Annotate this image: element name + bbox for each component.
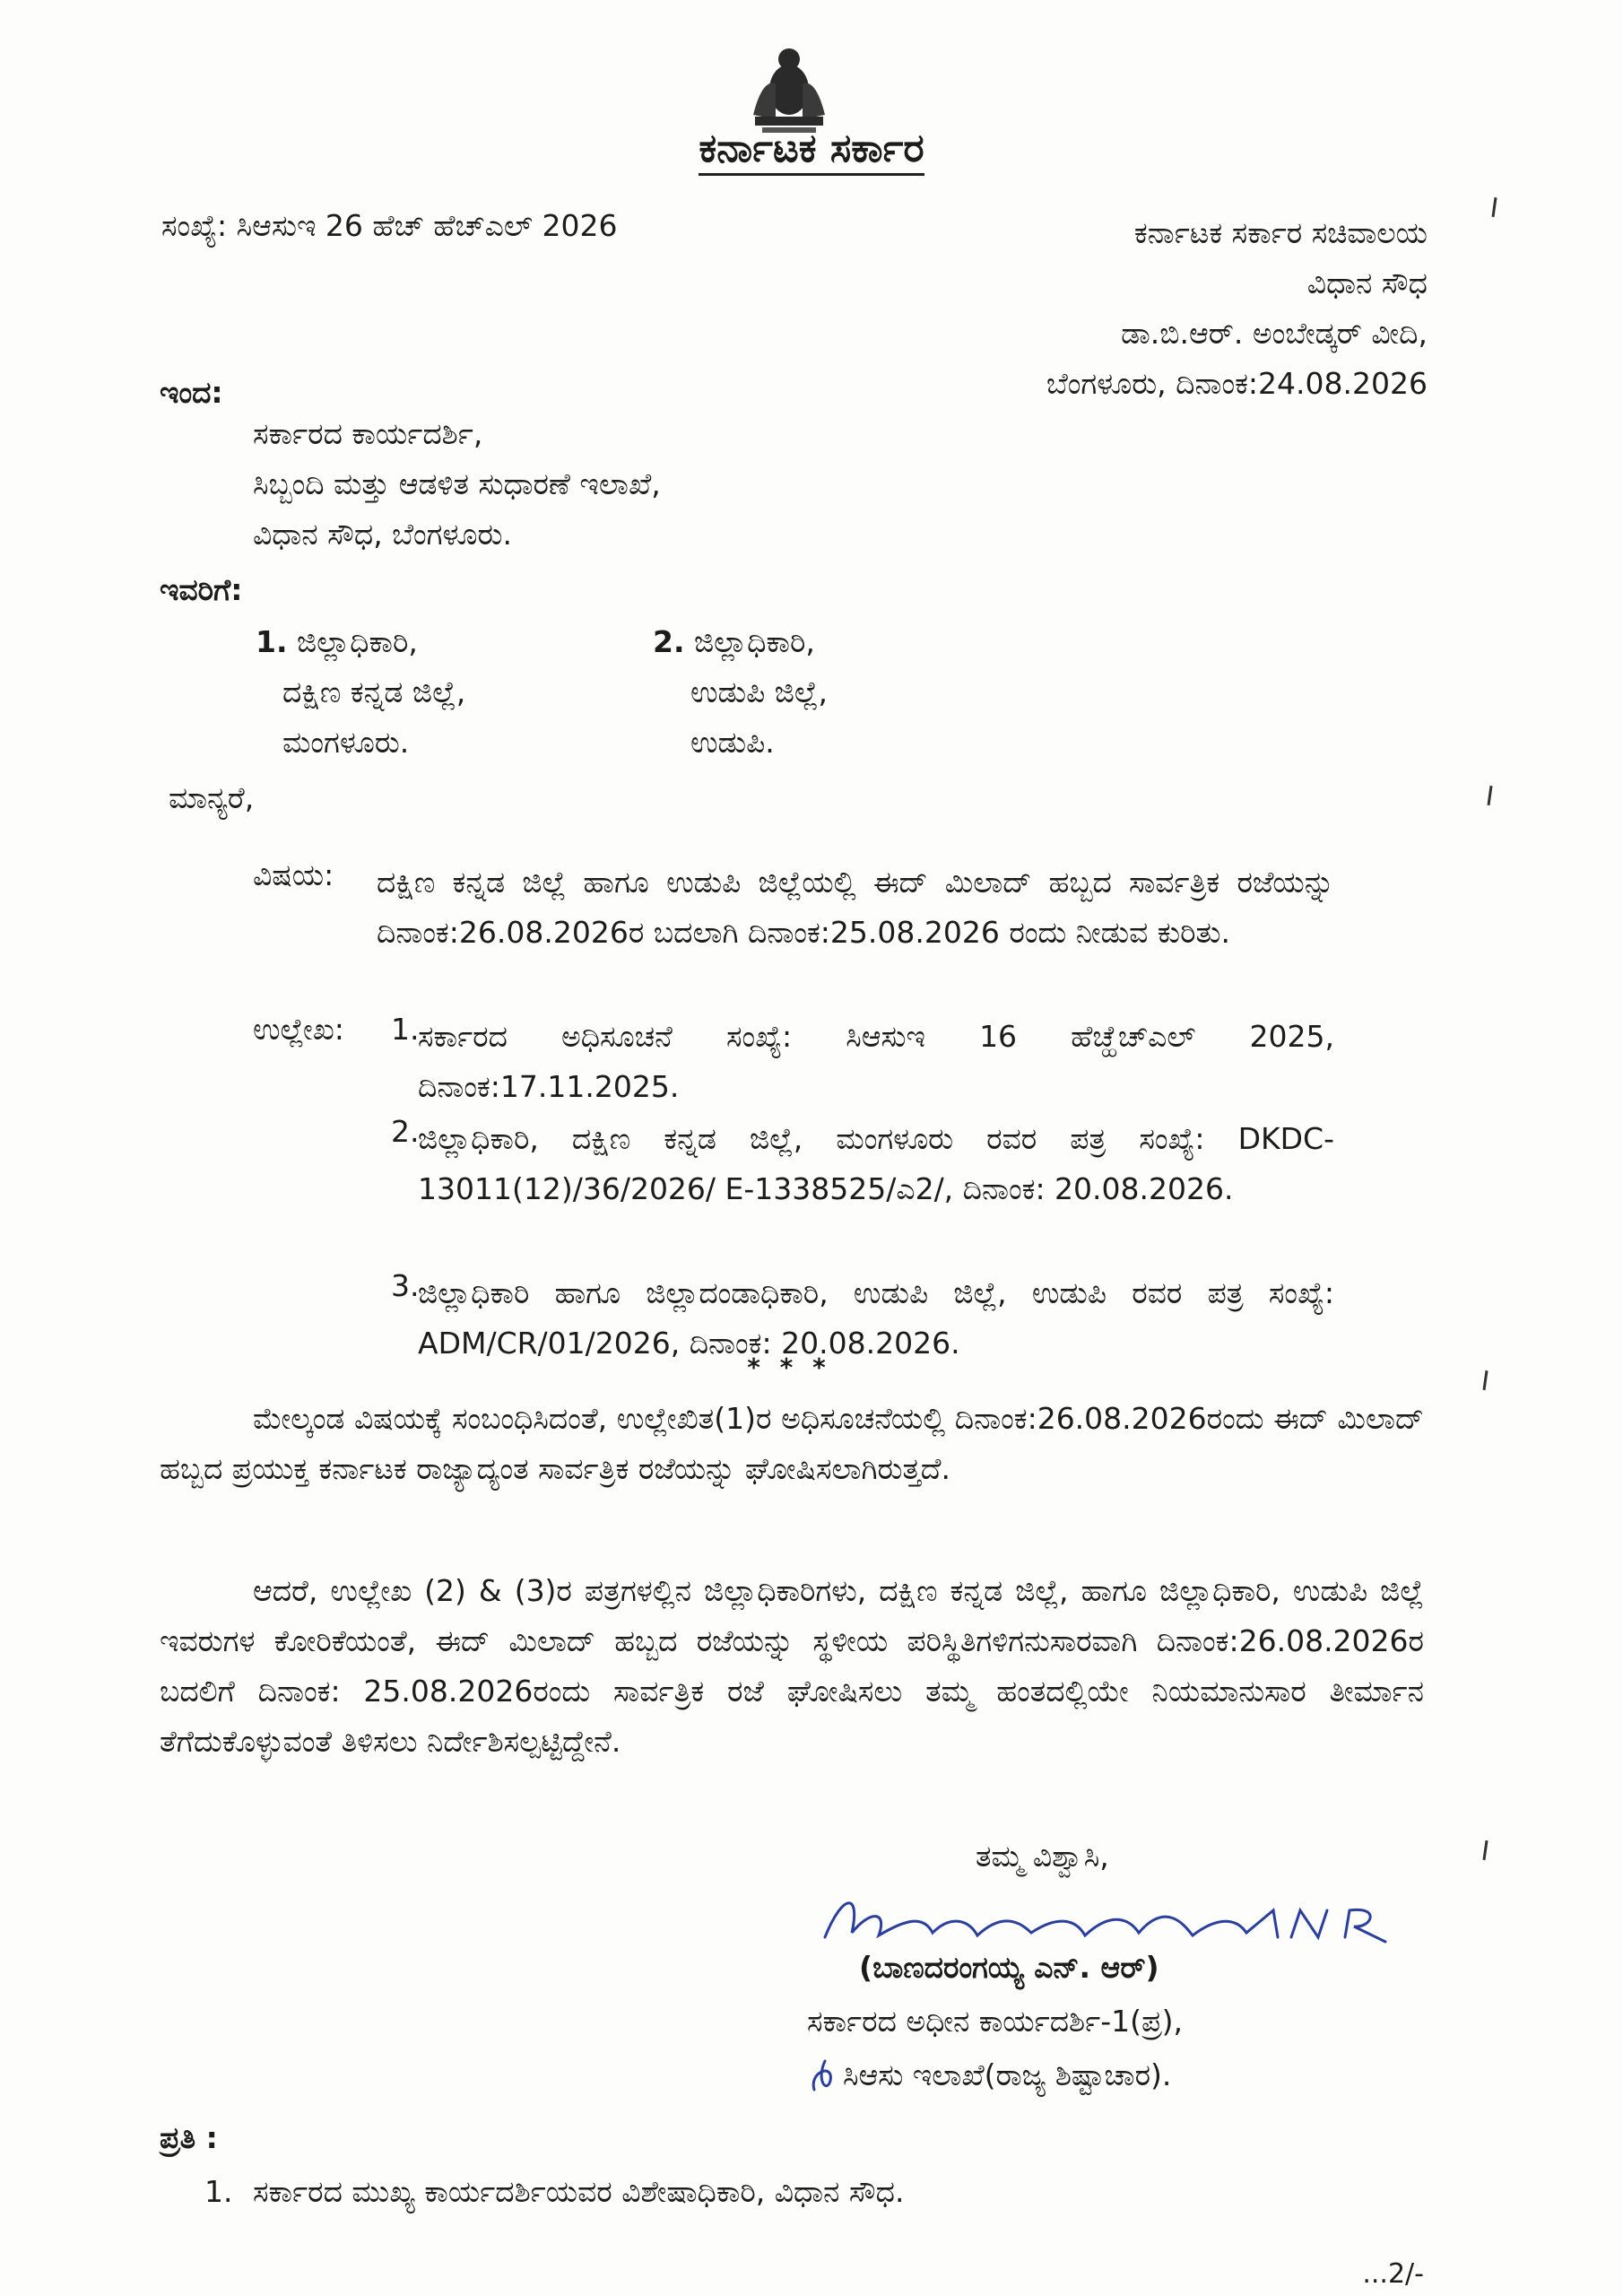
recipient-line: ಉಡುಪಿ ಜಿಲ್ಲೆ,: [690, 674, 829, 709]
recipient-line: ದಕ್ಷಿಣ ಕನ್ನಡ ಜಿಲ್ಲೆ,: [282, 674, 466, 709]
document-title: ಕರ್ನಾಟಕ ಸರ್ಕಾರ: [0, 126, 1623, 171]
reference-number: 1.: [391, 1012, 420, 1047]
recipient-1: [256, 617, 465, 768]
reference-text: ಜಿಲ್ಲಾಧಿಕಾರಿ ಹಾಗೂ ಜಿಲ್ಲಾದಂಡಾಧಿಕಾರಿ, ಉಡುಪಿ ಜಿಲ್ಲೆ, ಉಡುಪಿ ರವರ ಪತ್ರ ಸಂಖ್ಯೆ: ADM/CR/01/2026, ದಿನಾಂಕ: 20.08.2026.: [418, 1275, 1334, 1361]
margin-mark: [1487, 786, 1492, 805]
recipient-2: [653, 617, 828, 768]
reference-text: ಸರ್ಕಾರದ ಅಧಿಸೂಚನೆ ಸಂಖ್ಯೆ: ಸಿಆಸುಇ 16 ಹೆಚ್ಹೆಚ್ಎಲ್ 2025, ದಿನಾಂಕ:17.11.2025.: [418, 1019, 1334, 1104]
page-number: ...2/-: [1362, 2258, 1424, 2290]
recipient-line: ಜಿಲ್ಲಾಧಿಕಾರಿ,: [297, 624, 418, 659]
recipient-line: ಮಂಗಳೂರು.: [282, 725, 410, 760]
reference-text: ಜಿಲ್ಲಾಧಿಕಾರಿ, ದಕ್ಷಿಣ ಕನ್ನಡ ಜಿಲ್ಲೆ, ಮಂಗಳೂರು ರವರ ಪತ್ರ ಸಂಖ್ಯೆ: DKDC-13011(12)/36/2026/ E-1338525/ಎ2/, ದಿನಾಂಕ: 20.08.2026.: [418, 1121, 1334, 1206]
subject-label: ವಿಷಯ:: [253, 857, 334, 892]
reference-number: 3.: [391, 1268, 420, 1303]
recipient-line: ಉಡುಪಿ.: [690, 725, 775, 760]
address-line: ಬೆಂಗಳೂರು, ದಿನಾಂಕ:24.08.2026: [1046, 366, 1428, 401]
signatory-name: (ಬಾಣದರಂಗಯ್ಯ ಎನ್. ಆರ್): [859, 1950, 1159, 1985]
separator: * * *: [747, 1352, 831, 1382]
copy-text: ಸರ್ಕಾರದ ಮುಖ್ಯ ಕಾರ್ಯದರ್ಶಿಯವರ ವಿಶೇಷಾಧಿಕಾರಿ, ವಿಧಾನ ಸೌಧ.: [253, 2174, 905, 2209]
address-block: [1046, 208, 1428, 409]
body-paragraph: ಮೇಲ್ಕಂಡ ವಿಷಯಕ್ಕೆ ಸಂಬಂಧಿಸಿದಂತೆ, ಉಲ್ಲೇಖಿತ(1)ರ ಅಧಿಸೂಚನೆಯಲ್ಲಿ ದಿನಾಂಕ:26.08.2026ರಂದು ಈದ್ ಮಿಲಾದ್ ಹಬ್ಬದ ಪ್ರಯುಕ್ತ ಕರ್ನಾಟಕ ರಾಜ್ಯಾದ್ಯಂತ ಸಾರ್ವತ್ರಿಕ ರಜೆಯನ್ನು ಘೋಷಿಸಲಾಗಿರುತ್ತದೆ.: [160, 1401, 1424, 1486]
from-line: ಸಿಬ್ಬಂದಿ ಮತ್ತು ಆಡಳಿತ ಸುಧಾರಣೆ ಇಲಾಖೆ,: [253, 466, 661, 501]
recipient-number: 1.: [256, 624, 288, 659]
margin-mark: [1482, 1840, 1488, 1860]
from-line: ಸರ್ಕಾರದ ಕಾರ್ಯದರ್ಶಿ,: [253, 416, 483, 451]
closing-yours: ತಮ್ಮ ವಿಶ್ವಾಸಿ,: [976, 1839, 1109, 1874]
body-paragraph: ಆದರೆ, ಉಲ್ಲೇಖ (2) & (3)ರ ಪತ್ರಗಳಲ್ಲಿನ ಜಿಲ್ಲಾಧಿಕಾರಿಗಳು, ದಕ್ಷಿಣ ಕನ್ನಡ ಜಿಲ್ಲೆ, ಹಾಗೂ ಜಿಲ್ಲಾಧಿಕಾರಿ, ಉಡುಪಿ ಜಿಲ್ಲೆ ಇವರುಗಳ ಕೋರಿಕೆಯಂತೆ, ಈದ್ ಮಿಲಾದ್ ಹಬ್ಬದ ರಜೆಯನ್ನು ಸ್ಥಳೀಯ ಪರಿಸ್ಥಿತಿಗಳಿಗನುಸಾರವಾಗಿ ದಿನಾಂಕ:26.08.2026ರ ಬದಲಿಗೆ ದಿನಾಂಕ: 25.08.2026ರಂದು ಸಾರ್ವತ್ರಿಕ ರಜೆ ಘೋಷಿಸಲು ತಮ್ಮ ಹಂತದಲ್ಲಿಯೇ ನಿಯಮಾನುಸಾರ ತೀರ್ಮಾನ ತೆಗೆದುಕೊಳ್ಳುವಂತೆ ತಿಳಿಸಲು ನಿರ್ದೇಶಿಸಲ್ಪಟ್ಟಿದ್ದೇನೆ.: [160, 1573, 1424, 1759]
recipient-line: ಜಿಲ್ಲಾಧಿಕಾರಿ,: [694, 624, 815, 659]
address-line: ವಿಧಾನ ಸೌಧ: [1306, 265, 1428, 300]
subject-text: ದಕ್ಷಿಣ ಕನ್ನಡ ಜಿಲ್ಲೆ ಹಾಗೂ ಉಡುಪಿ ಜಿಲ್ಲೆಯಲ್ಲಿ ಈದ್ ಮಿಲಾದ್ ಹಬ್ಬದ ಸಾರ್ವತ್ರಿಕ ರಜೆಯನ್ನು ದಿನಾಂಕ:26.08.2026ರ ಬದಲಾಗಿ ದಿನಾಂಕ:25.08.2026 ರಂದು ನೀಡುವ ಕುರಿತು.: [377, 865, 1334, 950]
from-label: ಇಂದ:: [160, 375, 223, 410]
from-line: ವಿಧಾನ ಸೌಧ, ಬೆಂಗಳೂರು.: [253, 517, 512, 552]
address-line: ಕರ್ನಾಟಕ ಸರ್ಕಾರ ಸಚಿವಾಲಯ: [1133, 215, 1428, 250]
copy-label: ಪ್ರತಿ :: [160, 2120, 218, 2155]
copy-number: 1.: [204, 2174, 233, 2209]
document-number: ಸಂಖ್ಯೆ: ಸಿಆಸುಇ 26 ಹೆಚ್ ಹೆಚ್ಎಲ್ 2026: [161, 208, 618, 243]
reference-label: ಉಲ್ಲೇಖ:: [253, 1012, 344, 1047]
initial-mark-icon: [807, 2054, 839, 2097]
from-block: [253, 409, 661, 560]
signatory-designation: ಸರ್ಕಾರದ ಅಧೀನ ಕಾರ್ಯದರ್ಶಿ-1(ಪ್ರ),: [807, 2004, 1183, 2039]
address-line: ಡಾ.ಬಿ.ಆರ್. ಅಂಬೇಡ್ಕರ್ ವೀದಿ,: [1121, 316, 1428, 351]
recipient-number: 2.: [653, 624, 685, 659]
signatory-department: ಸಿಆಸು ಇಲಾಖೆ(ರಾಜ್ಯ ಶಿಷ್ಟಾಚಾರ).: [843, 2057, 1172, 2092]
margin-mark: [1491, 197, 1497, 217]
reference-number: 2.: [391, 1114, 420, 1149]
to-label: ಇವರಿಗೆ:: [160, 572, 243, 607]
salutation: ಮಾನ್ಯರೆ,: [169, 780, 255, 815]
